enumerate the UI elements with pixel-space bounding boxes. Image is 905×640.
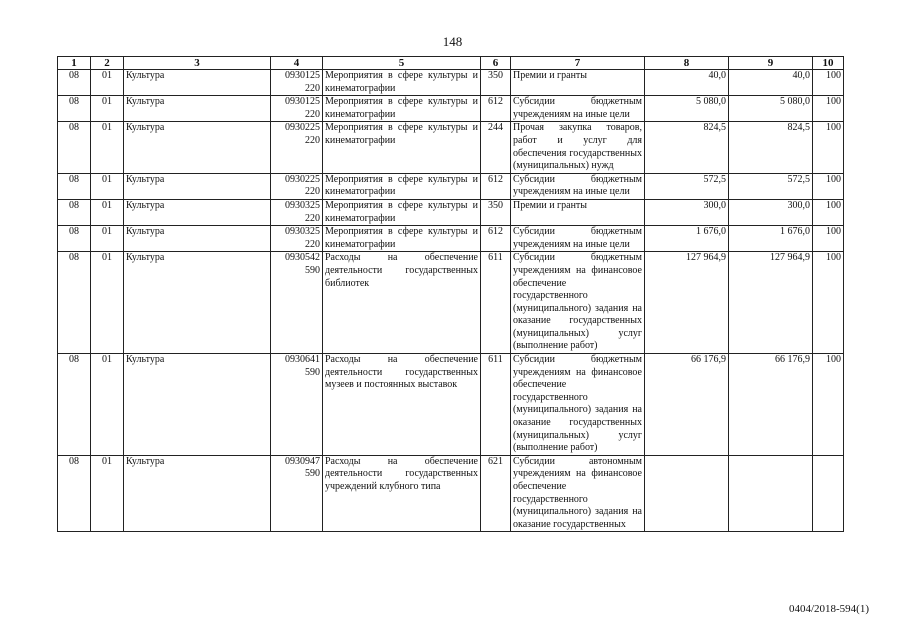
subsection-cell: 01 (91, 226, 124, 252)
planned-amount-cell: 300,0 (645, 199, 729, 225)
expense-type-cell: 621 (481, 455, 511, 532)
table-row (58, 70, 844, 96)
name-cell: Культура (124, 122, 271, 173)
column-header: 10 (813, 57, 844, 70)
target-description-cell: Расходы на обеспечение деятельности государственных музеев и постоянных выставок (323, 354, 481, 456)
executed-amount-cell (729, 455, 813, 532)
document-code: 0404/2018-594(1) (788, 603, 869, 615)
percent-cell: 100 (813, 252, 844, 354)
column-header: 6 (481, 57, 511, 70)
target-code-cell: 0930125 220 (271, 96, 323, 122)
table-row (58, 173, 844, 199)
section-cell: 08 (58, 96, 91, 122)
expense-type-cell: 350 (481, 199, 511, 225)
subsection-cell: 01 (91, 122, 124, 173)
target-description-cell: Мероприятия в сфере культуры и кинематографии (323, 173, 481, 199)
section-cell: 08 (58, 199, 91, 225)
target-code-cell: 0930325 220 (271, 199, 323, 225)
percent-cell: 100 (813, 70, 844, 96)
percent-cell: 100 (813, 226, 844, 252)
planned-amount-cell: 1 676,0 (645, 226, 729, 252)
expense-type-cell: 612 (481, 173, 511, 199)
expense-description-cell: Субсидии бюджетным учреждениям на иные цели (511, 226, 645, 252)
target-description-cell: Расходы на обеспечение деятельности государственных учреждений клубного типа (323, 455, 481, 532)
subsection-cell: 01 (91, 96, 124, 122)
percent-cell: 100 (813, 96, 844, 122)
name-cell: Культура (124, 199, 271, 225)
section-cell: 08 (58, 70, 91, 96)
section-cell: 08 (58, 226, 91, 252)
column-header: 1 (58, 57, 91, 70)
executed-amount-cell: 1 676,0 (729, 226, 813, 252)
expense-description-cell: Субсидии бюджетным учреждениям на иные цели (511, 96, 645, 122)
subsection-cell: 01 (91, 199, 124, 225)
executed-amount-cell: 572,5 (729, 173, 813, 199)
percent-cell: 100 (813, 173, 844, 199)
executed-amount-cell: 300,0 (729, 199, 813, 225)
name-cell: Культура (124, 455, 271, 532)
target-code-cell: 0930947 590 (271, 455, 323, 532)
column-header: 5 (323, 57, 481, 70)
target-code-cell: 0930225 220 (271, 173, 323, 199)
target-description-cell: Мероприятия в сфере культуры и кинематографии (323, 96, 481, 122)
section-cell: 08 (58, 173, 91, 199)
percent-cell (813, 455, 844, 532)
target-code-cell: 0930125 220 (271, 70, 323, 96)
planned-amount-cell (645, 455, 729, 532)
executed-amount-cell: 40,0 (729, 70, 813, 96)
table-row (58, 199, 844, 225)
expense-type-cell: 612 (481, 96, 511, 122)
expense-description-cell: Субсидии бюджетным учреждениям на иные цели (511, 173, 645, 199)
budget-table (57, 56, 844, 532)
executed-amount-cell: 5 080,0 (729, 96, 813, 122)
column-header: 9 (729, 57, 813, 70)
percent-cell: 100 (813, 199, 844, 225)
expense-description-cell: Прочая закупка товаров, работ и услуг для обеспечения государственных (муниципальных) нужд (511, 122, 645, 173)
subsection-cell: 01 (91, 70, 124, 96)
expense-description-cell: Субсидии автономным учреждениям на финансовое обеспечение государственного (муниципального) задания на оказание государственных (511, 455, 645, 532)
target-code-cell: 0930325 220 (271, 226, 323, 252)
name-cell: Культура (124, 252, 271, 354)
planned-amount-cell: 5 080,0 (645, 96, 729, 122)
planned-amount-cell: 66 176,9 (645, 354, 729, 456)
name-cell: Культура (124, 173, 271, 199)
executed-amount-cell: 66 176,9 (729, 354, 813, 456)
section-cell: 08 (58, 354, 91, 456)
expense-type-cell: 350 (481, 70, 511, 96)
name-cell: Культура (124, 226, 271, 252)
percent-cell: 100 (813, 354, 844, 456)
target-code-cell: 0930225 220 (271, 122, 323, 173)
column-header: 2 (91, 57, 124, 70)
table-row (58, 455, 844, 532)
column-header: 4 (271, 57, 323, 70)
table-row (58, 226, 844, 252)
subsection-cell: 01 (91, 455, 124, 532)
subsection-cell: 01 (91, 173, 124, 199)
column-header: 8 (645, 57, 729, 70)
percent-cell: 100 (813, 122, 844, 173)
column-header: 7 (511, 57, 645, 70)
table-row (58, 96, 844, 122)
page-number: 148 (442, 34, 463, 49)
target-description-cell: Мероприятия в сфере культуры и кинематографии (323, 70, 481, 96)
section-cell: 08 (58, 252, 91, 354)
name-cell: Культура (124, 96, 271, 122)
expense-description-cell: Субсидии бюджетным учреждениям на финансовое обеспечение государственного (муниципального) задания на оказание государственных (муниципальных) услуг (выполнение работ) (511, 252, 645, 354)
expense-type-cell: 611 (481, 252, 511, 354)
executed-amount-cell: 127 964,9 (729, 252, 813, 354)
expense-type-cell: 611 (481, 354, 511, 456)
planned-amount-cell: 127 964,9 (645, 252, 729, 354)
name-cell: Культура (124, 70, 271, 96)
executed-amount-cell: 824,5 (729, 122, 813, 173)
subsection-cell: 01 (91, 354, 124, 456)
name-cell: Культура (124, 354, 271, 456)
subsection-cell: 01 (91, 252, 124, 354)
target-code-cell: 0930542 590 (271, 252, 323, 354)
expense-type-cell: 244 (481, 122, 511, 173)
target-description-cell: Мероприятия в сфере культуры и кинематографии (323, 199, 481, 225)
target-description-cell: Мероприятия в сфере культуры и кинематографии (323, 122, 481, 173)
expense-description-cell: Премии и гранты (511, 199, 645, 225)
header-row (58, 57, 844, 70)
expense-description-cell: Премии и гранты (511, 70, 645, 96)
target-description-cell: Расходы на обеспечение деятельности государственных библиотек (323, 252, 481, 354)
column-header: 3 (124, 57, 271, 70)
table-row (58, 354, 844, 456)
section-cell: 08 (58, 122, 91, 173)
planned-amount-cell: 572,5 (645, 173, 729, 199)
table-row (58, 122, 844, 173)
expense-type-cell: 612 (481, 226, 511, 252)
planned-amount-cell: 40,0 (645, 70, 729, 96)
target-description-cell: Мероприятия в сфере культуры и кинематографии (323, 226, 481, 252)
target-code-cell: 0930641 590 (271, 354, 323, 456)
expense-description-cell: Субсидии бюджетным учреждениям на финансовое обеспечение государственного (муниципального) задания на оказание государственных (муниципальных) услуг (выполнение работ) (511, 354, 645, 456)
table-row (58, 252, 844, 354)
section-cell: 08 (58, 455, 91, 532)
planned-amount-cell: 824,5 (645, 122, 729, 173)
